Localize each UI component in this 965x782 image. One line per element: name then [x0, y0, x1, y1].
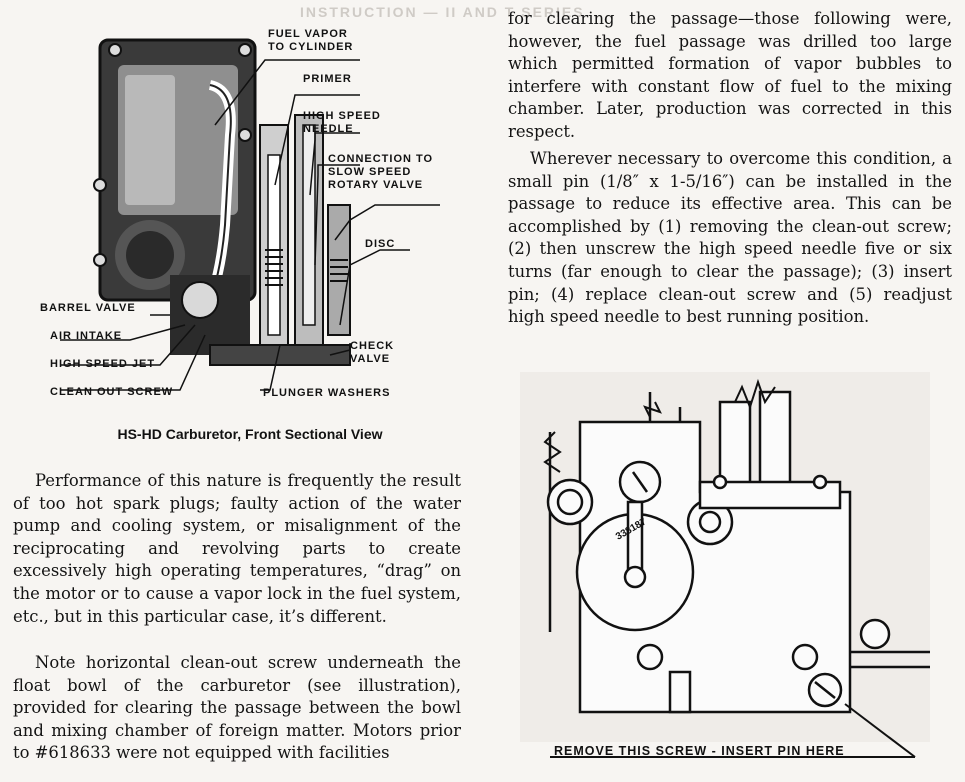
part-number: 338187 [614, 516, 649, 543]
carburetor-sectional-figure [40, 25, 460, 420]
label-primer: PRIMER [303, 73, 352, 85]
label-plunger-washers: PLUNGER WASHERS [263, 387, 391, 399]
label-fuel-vapor: FUEL VAPOR TO CYLINDER [268, 28, 354, 53]
right-paragraph-2: Wherever necessary to overcome this condition, a small pin (1/8″ x 1-5/16″) can be installed in the passage to reduce its effective area. This can be accomplished by (1) removing the clean-out screw; (2) then unscrew the high speed needle five or six turns (far enough to clear the passage); (3) insert pin; (4) replace clean-out screw and (5) readjust high speed needle to best running position. [508, 149, 952, 327]
label-connection-rotary-valve: CONNECTION TO SLOW SPEED ROTARY VALVE [328, 153, 434, 191]
carburetor-exterior-figure [520, 372, 950, 772]
label-check-valve: CHECK VALVE [350, 340, 395, 365]
label-clean-out-screw: CLEAN OUT SCREW [50, 386, 174, 398]
label-air-intake: AIR INTAKE [50, 330, 123, 342]
remove-screw-label: REMOVE THIS SCREW - INSERT PIN HERE [554, 744, 845, 758]
carburetor-exterior-drawing [520, 372, 950, 772]
figure-caption: HS-HD Carburetor, Front Sectional View [117, 426, 383, 442]
right-paragraph-1: for clearing the passage—those following were, however, the fuel passage was drilled too large which permitted formation of vapor bubbles to interfere with constant flow of fuel to the mixing chamber. Later, production was corrected in this respect. [508, 9, 952, 141]
header-bleed-through: INSTRUCTION — II AND T SERIES [300, 4, 585, 20]
label-disc: DISC [365, 238, 396, 250]
label-high-speed-jet: HIGH SPEED JET [50, 358, 156, 370]
label-high-speed-needle: HIGH SPEED NEEDLE [303, 110, 381, 135]
left-paragraph-2: Note horizontal clean-out screw underneath the float bowl of the carburetor (see illustration), provided for clearing the passage between the bowl and mixing chamber of foreign matter. Motors prior to #618633 were not equipped with facilities [13, 653, 461, 763]
label-barrel-valve: BARREL VALVE [40, 302, 136, 314]
left-paragraph-1: Performance of this nature is frequently the result of too hot spark plugs; faulty action of the water pump and cooling system, or misalignment of the reciprocating and revolving parts to create excessively high operating temperatures, “drag” on the motor or to cause a vapor lock in the fuel system, etc., but in this particular case, it’s different. [13, 471, 461, 626]
